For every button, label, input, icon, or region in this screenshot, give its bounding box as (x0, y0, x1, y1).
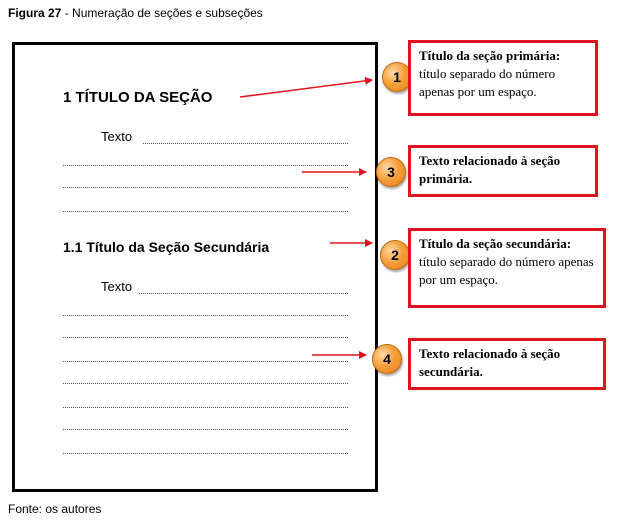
dotted-line (63, 361, 348, 362)
callout-primary-text (408, 145, 598, 197)
callout-title: Texto relacionado à seção secundária. (419, 346, 561, 379)
figure-source: Fonte: os autores (8, 502, 102, 516)
dotted-line (63, 187, 348, 188)
dotted-line (139, 293, 348, 294)
callout-secondary-title (408, 228, 606, 308)
figure-caption-text: - Numeração de seções e subseções (61, 6, 263, 20)
callout-desc: título separado do número apenas por um espaço. (419, 254, 594, 287)
text-label-secondary: Texto (101, 279, 133, 294)
callout-title: Título da seção secundária: (419, 236, 572, 251)
figure-label: Figura 27 (8, 6, 62, 20)
dotted-line (63, 315, 348, 316)
badge-3: 3 (376, 157, 406, 187)
dotted-line (63, 383, 348, 384)
dotted-line (143, 143, 348, 144)
dotted-line (63, 407, 348, 408)
dotted-line (63, 211, 348, 212)
dotted-line (63, 429, 348, 430)
text-label-primary: Texto (101, 129, 133, 144)
callout-secondary-text (408, 338, 606, 390)
dotted-line (63, 453, 348, 454)
dotted-line (63, 337, 348, 338)
callout-title: Título da seção primária: (419, 48, 561, 63)
badge-4: 4 (372, 344, 402, 374)
figure-caption (8, 6, 263, 20)
document-page (12, 42, 378, 492)
callout-title: Texto relacionado à seção primária. (419, 153, 561, 186)
secondary-heading: 1.1 Título da Seção Secundária (63, 239, 270, 255)
badge-1: 1 (382, 62, 412, 92)
primary-heading: 1 TÍTULO DA SEÇÃO (63, 89, 213, 106)
callout-primary-title (408, 40, 598, 116)
badge-2: 2 (380, 240, 410, 270)
callout-desc: título separado do número apenas por um espaço. (419, 66, 556, 99)
dotted-line (63, 165, 348, 166)
